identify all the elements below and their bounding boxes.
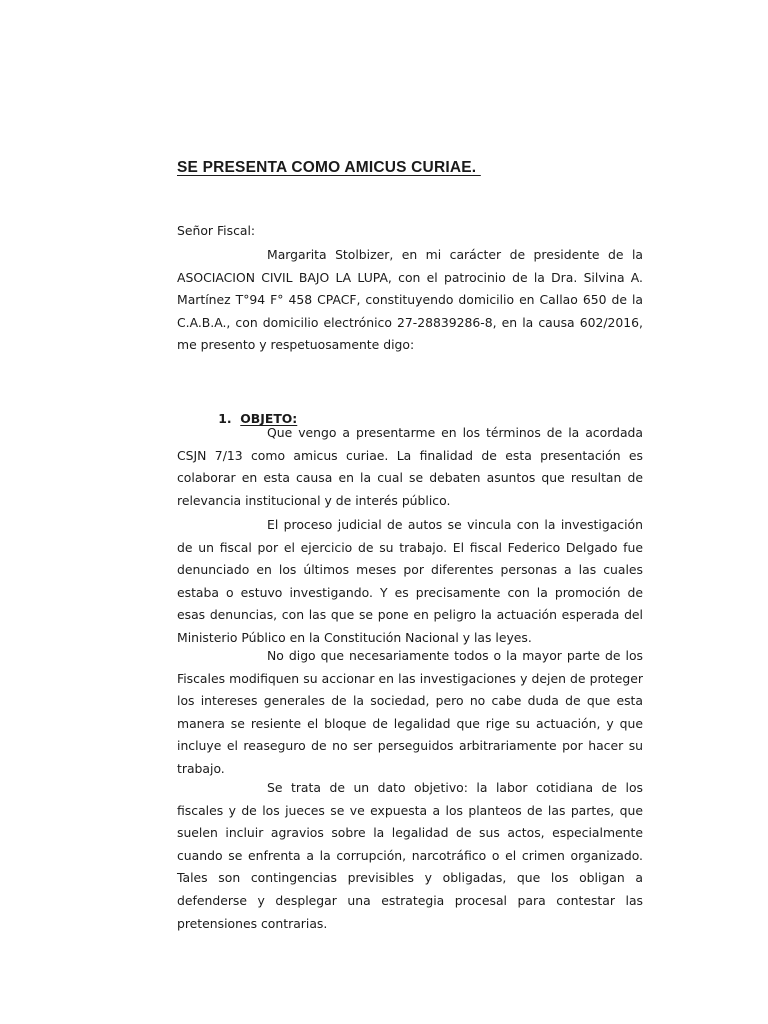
document-title: SE PRESENTA COMO AMICUS CURIAE. [177,159,481,176]
paragraph-1: Que vengo a presentarme en los términos de la acordada CSJN 7/13 como amicus curiae. La finalidad de esta presentación es colaborar en esta causa en la cual se debaten asuntos que resultan de relevancia institucional y de interés público. [177,425,643,508]
paragraph-4: Se trata de un dato objetivo: la labor cotidiana de los fiscales y de los jueces se ve expuesta a los planteos de las partes, que suelen incluir agravios sobre la legalidad de sus actos, especialmente cuando se enfrenta a la corrupción, narcotráfico o el crimen organizado. Tales son contingencias previsibles y obligadas, que los obligan a defenderse y desplegar una estrategia procesal para contestar las pretensiones contrarias. [177,780,643,931]
paragraph-3: No digo que necesariamente todos o la mayor parte de los Fiscales modifiquen su accionar en las investigaciones y dejen de proteger los intereses generales de la sociedad, pero no cabe duda de que esta manera se resiente el bloque de legalidad que rige su actuación, y que incluye el reaseguro de no ser perseguidos arbitrariamente por hacer su trabajo. [177,648,643,776]
salutation: Señor Fiscal: [177,223,256,238]
paragraph-2: El proceso judicial de autos se vincula con la investigación de un fiscal por el ejercicio de su trabajo. El fiscal Federico Delgado fue denunciado en los últimos meses por diferentes personas a las cuales estaba o estuvo investigando. Y es precisamente con la promoción de esas denuncias, con las que se pone en peligro la actuación esperada del Ministerio Público en la Constitución Nacional y las leyes. [177,517,643,645]
intro-paragraph: Margarita Stolbizer, en mi carácter de presidente de la ASOCIACION CIVIL BAJO LA LUPA, con el patrocinio de la Dra. Silvina A. Martínez T°94 F° 458 CPACF, constituyendo domicilio en Callao 650 de la C.A.B.A., con domicilio electrónico 27-28839286-8, en la causa 602/2016, me presento y respetuosamente digo: [177,247,643,353]
section-label: OBJETO: [240,411,298,426]
section-number: 1. [218,411,232,426]
